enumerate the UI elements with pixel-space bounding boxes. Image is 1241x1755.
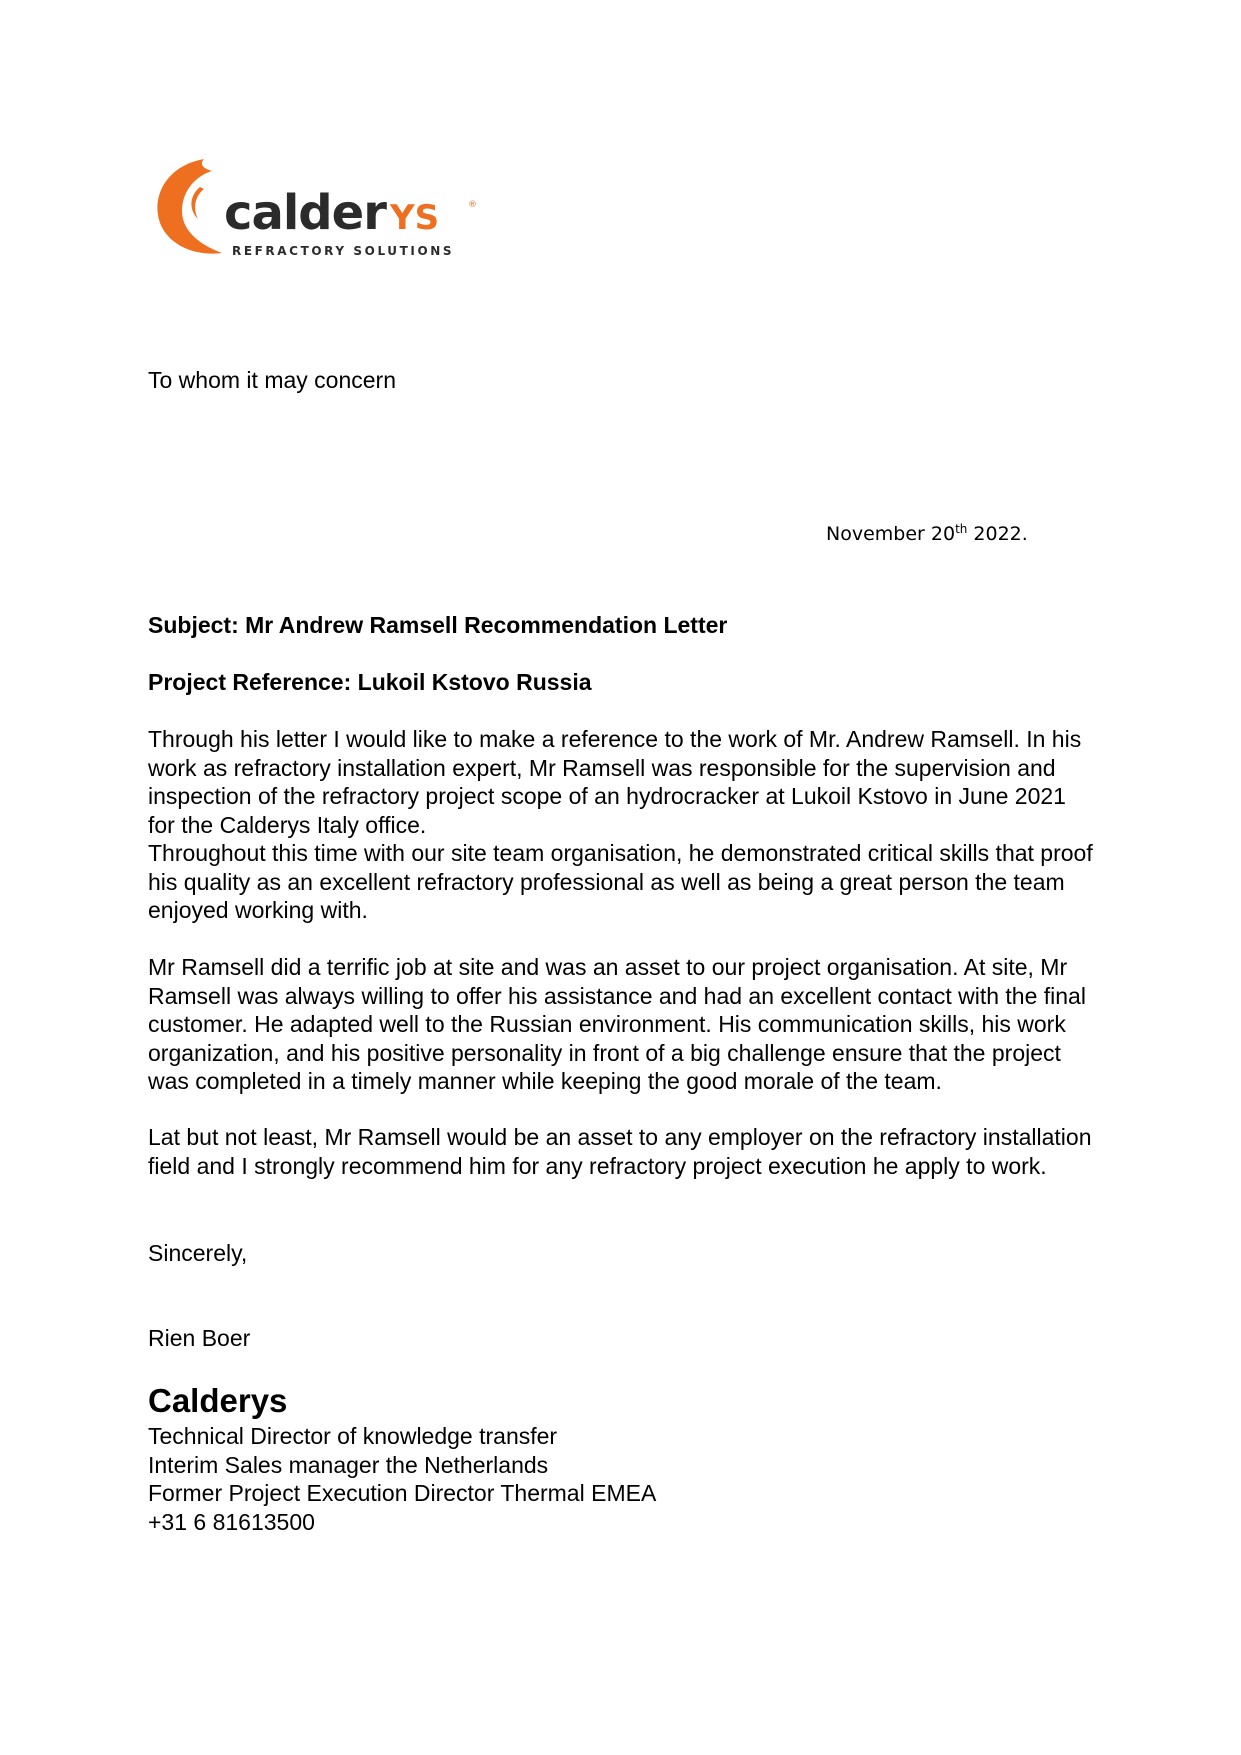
logo-swoosh bbox=[157, 159, 222, 254]
paragraph-3 bbox=[148, 1123, 1108, 1180]
company-name: Calderys bbox=[148, 1382, 288, 1419]
company-logo bbox=[152, 157, 482, 262]
letter-date bbox=[826, 520, 1028, 548]
paragraph-line: Throughout this time with our site team organisation, he demonstrated critical skills that proof bbox=[148, 840, 1093, 866]
paragraph-line: field and I strongly recommend him for any refractory project execution he apply to work. bbox=[148, 1152, 1047, 1179]
date-prefix: November 20 bbox=[826, 523, 956, 545]
paragraph-line: enjoyed working with. bbox=[148, 897, 368, 923]
paragraph-line: inspection of the refractory project scope of an hydrocracker at Lukoil Kstovo in June 2021 bbox=[148, 783, 1066, 809]
project-reference: Project Reference: Lukoil Kstovo Russia bbox=[148, 669, 592, 695]
signer-former-role: Former Project Execution Director Thermal EMEA bbox=[148, 1480, 657, 1506]
signer-phone: +31 6 81613500 bbox=[148, 1508, 315, 1535]
logo-registered-mark: ® bbox=[468, 200, 477, 210]
paragraph-line: Through his letter I would like to make a reference to the work of Mr. Andrew Ramsell. In his bbox=[148, 726, 1082, 752]
calderys-logo-mark bbox=[152, 157, 482, 262]
date-ordinal: th bbox=[955, 522, 968, 536]
signature-block bbox=[148, 1422, 656, 1536]
date-suffix: 2022. bbox=[967, 523, 1028, 545]
signer-name: Rien Boer bbox=[148, 1325, 251, 1351]
salutation: To whom it may concern bbox=[148, 367, 396, 393]
logo-wordmark-dark: calder bbox=[224, 185, 386, 241]
paragraph-2 bbox=[148, 953, 1108, 1096]
logo-swoosh-inner bbox=[191, 187, 204, 219]
paragraph-line: work as refractory installation expert, Mr Ramsell was responsible for the supervision and bbox=[148, 754, 1056, 781]
logo-tagline: REFRACTORY SOLUTIONS bbox=[232, 244, 455, 258]
paragraph-line: Lat but not least, Mr Ramsell would be an asset to any employer on the refractory installation bbox=[148, 1124, 1092, 1150]
signer-title: Technical Director of knowledge transfer bbox=[148, 1423, 558, 1449]
logo-wordmark-accent: YS bbox=[390, 198, 440, 238]
paragraph-line: for the Calderys Italy office. bbox=[148, 811, 427, 838]
signer-role: Interim Sales manager the Netherlands bbox=[148, 1451, 549, 1478]
paragraph-line: was completed in a timely manner while keeping the good morale of the team. bbox=[148, 1068, 942, 1094]
paragraph-line: organization, and his positive personality in front of a big challenge ensure that the project bbox=[148, 1039, 1061, 1066]
paragraph-line: his quality as an excellent refractory professional as well as being a great person the team bbox=[148, 868, 1065, 895]
paragraph-1 bbox=[148, 725, 1108, 925]
paragraph-line: Ramsell was always willing to offer his assistance and had an excellent contact with the final bbox=[148, 982, 1086, 1009]
closing: Sincerely, bbox=[148, 1240, 248, 1266]
paragraph-line: customer. He adapted well to the Russian environment. His communication skills, his work bbox=[148, 1011, 1066, 1037]
subject-line: Subject: Mr Andrew Ramsell Recommendation Letter bbox=[148, 612, 728, 638]
paragraph-line: Mr Ramsell did a terrific job at site and was an asset to our project organisation. At site, Mr bbox=[148, 954, 1068, 980]
